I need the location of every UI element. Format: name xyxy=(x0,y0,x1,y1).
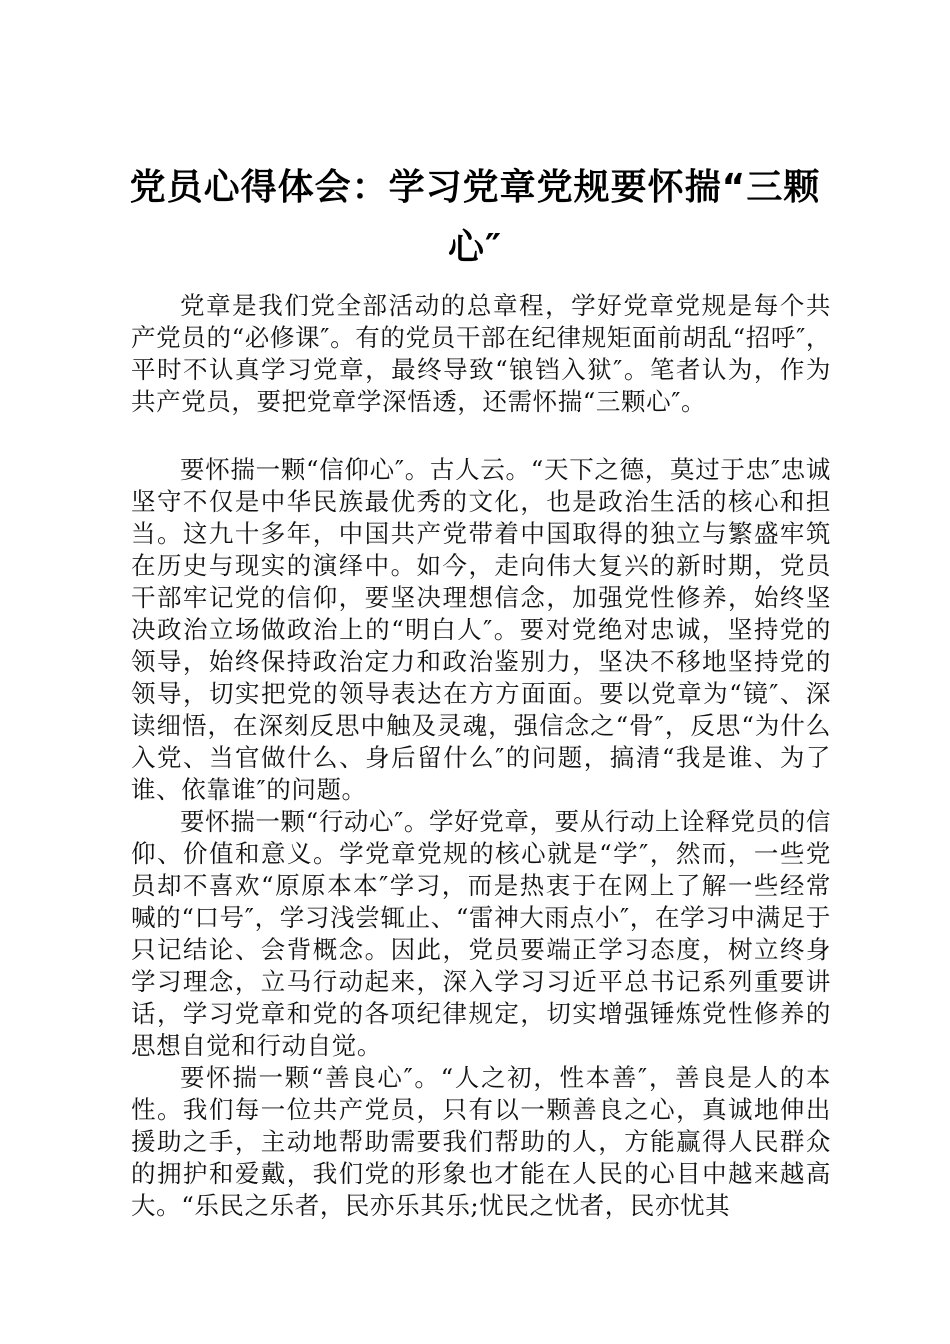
paragraph-intro: 党章是我们党全部活动的总章程，学好党章党规是每个共产党员的“必修课″。有的党员干部在纪律规矩面前胡乱“招呼″，平时不认真学习党章，最终导致“锒铛入狱″。笔者认为，作为共产党员，要把党章学深悟透，还需怀揣“三颗心″。 xyxy=(131,291,831,416)
paragraph-faith-heart: 要怀揣一颗“信仰心″。古人云。“天下之德，莫过于忠″忠诚坚守不仅是中华民族最优秀的文化，也是政治生活的核心和担当。这九十多年，中国共产党带着中国取得的独立与繁盛牢筑在历史与现实的演绎中。如今，走向伟大复兴的新时期，党员干部牢记党的信仰，要坚决理想信念，加强党性修养，始终坚决政治立场做政治上的“明白人″。要对党绝对忠诚，坚持党的领导，始终保持政治定力和政治鉴别力，坚决不移地坚持党的领导，切实把党的领导表达在方方面面。要以党章为“镜″、深读细悟，在深刻反思中触及灵魂，强信念之“骨″，反思“为什么入党、当官做什么、身后留什么″的问题，搞清“我是谁、为了谁、依靠谁″的问题。 xyxy=(131,455,831,804)
title-line-1: 党员心得体会：学习党章党规要怀揣“三颗 xyxy=(129,167,821,208)
paragraph-kindness-heart: 要怀揣一颗“善良心″。“人之初，性本善″，善良是人的本性。我们每一位共产党员，只有以一颗善良之心，真诚地伸出援助之手，主动地帮助需要我们帮助的人，方能赢得人民群众的拥护和爱戴，我们党的形象也才能在人民的心目中越来越高大。“乐民之乐者，民亦乐其乐;忧民之忧者，民亦忧其 xyxy=(131,1063,831,1220)
document-body xyxy=(131,290,831,1222)
document-title xyxy=(0,158,950,278)
paragraph-action-heart: 要怀揣一颗“行动心″。学好党章，要从行动上诠释党员的信仰、价值和意义。学党章党规的核心就是“学″，然而，一些党员却不喜欢“原原本本″学习，而是热衷于在网上了解一些经常喊的“口号″，学习浅尝辄止、“雷神大雨点小″，在学习中满足于只记结论、会背概念。因此，党员要端正学习态度，树立终身学习理念，立马行动起来，深入学习习近平总书记系列重要讲话，学习党章和党的各项纪律规定，切实增强锤炼党性修养的思想自觉和行动自觉。 xyxy=(131,807,831,1060)
title-line-2: 心″ xyxy=(447,227,503,268)
